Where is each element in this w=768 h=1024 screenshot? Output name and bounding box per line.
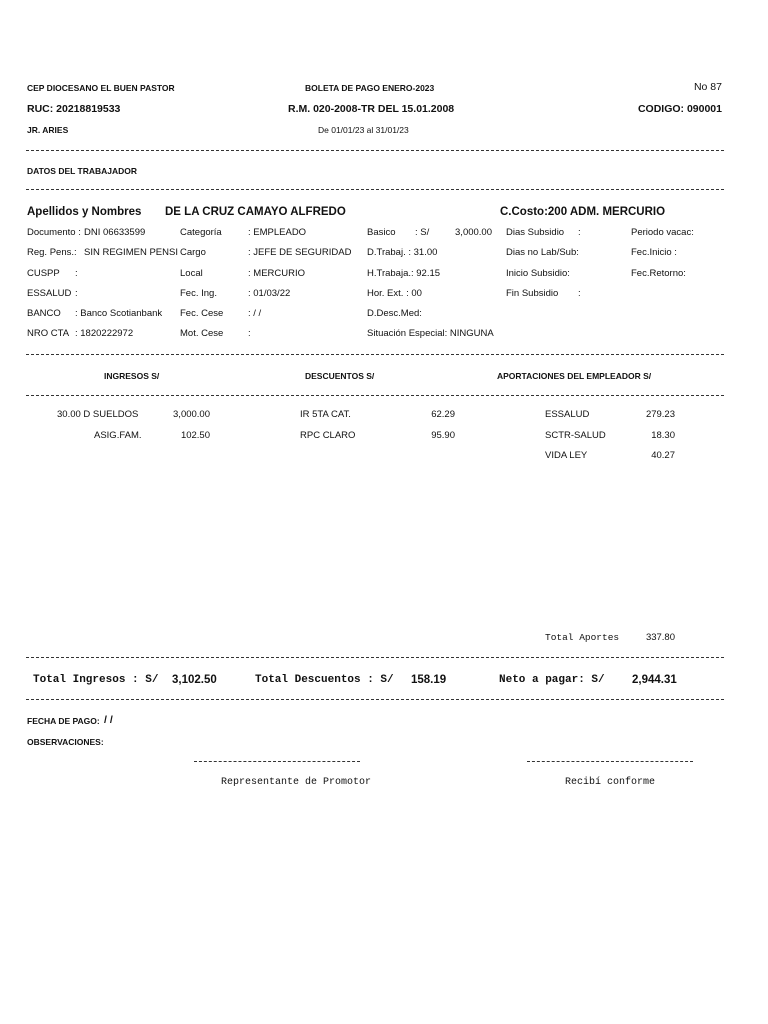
field-label: Periodo vacac: [631, 227, 694, 238]
field-label: D.Desc.Med: [367, 308, 422, 319]
observaciones-label: OBSERVACIONES: [27, 737, 104, 747]
field-label: Documento : [27, 227, 81, 238]
document-title: BOLETA DE PAGO ENERO-2023 [305, 83, 435, 93]
field-label: Cargo [180, 247, 206, 258]
aportaciones-header: APORTACIONES DEL EMPLEADOR S/ [497, 371, 652, 381]
aporte-amount: 40.27 [651, 450, 675, 461]
field-value: : Banco Scotianbank [75, 308, 163, 319]
aporte-amount: 18.30 [651, 430, 675, 441]
field-value: SIN REGIMEN PENSI [84, 247, 178, 258]
field-value: : [75, 268, 78, 279]
field-value: : [75, 288, 78, 299]
neto-label: Neto a pagar: S/ [499, 674, 605, 686]
section-title: DATOS DEL TRABAJADOR [27, 166, 138, 176]
field-label: Fin Subsidio [506, 288, 559, 299]
separator [26, 150, 724, 151]
ingresos-header: INGRESOS S/ [104, 371, 160, 381]
fecha-pago-label: FECHA DE PAGO: [27, 716, 100, 726]
field-label: Fec. Ing. [180, 288, 217, 299]
field-label: NRO CTA [27, 328, 70, 339]
total-aportes-label: Total Aportes [545, 632, 620, 643]
aporte-label: SCTR-SALUD [545, 430, 606, 441]
field-label: Fec.Retorno: [631, 268, 686, 279]
descuentos-header: DESCUENTOS S/ [305, 371, 375, 381]
field-value: : JEFE DE SEGURIDAD [248, 247, 352, 258]
field-value: : [248, 328, 251, 339]
field-label: Hor. Ext. : 00 [367, 288, 422, 299]
aporte-amount: 279.23 [645, 409, 675, 420]
company-name: CEP DIOCESANO EL BUEN PASTOR [27, 83, 175, 93]
aporte-label: ESSALUD [545, 409, 590, 420]
field-label: Categoría [180, 227, 222, 238]
field-value: : S/ [415, 227, 430, 238]
field-value: : / / [248, 308, 262, 319]
company-ruc: RUC: 20218819533 [27, 103, 121, 115]
field-value: : 1820222972 [75, 328, 134, 339]
field-value: : EMPLEADO [248, 227, 307, 238]
worker-name: DE LA CRUZ CAMAYO ALFREDO [165, 206, 346, 218]
basic-salary: 3,000.00 [455, 227, 492, 238]
descuento-amount: 62.29 [431, 409, 455, 420]
field-label: Fec. Cese [180, 308, 224, 319]
field-label: Dias Subsidio [506, 227, 565, 238]
document-number: No 87 [693, 81, 722, 93]
ingreso-amount: 3,000.00 [173, 409, 210, 420]
field-label: Basico [367, 227, 396, 238]
signature-label-right: Recibí conforme [565, 777, 656, 788]
field-label: H.Trabaja.: 92.15 [367, 268, 441, 279]
separator [26, 657, 724, 658]
signature-label-left: Representante de Promotor [221, 777, 372, 788]
field-label: ESSALUD [27, 288, 72, 299]
name-label: Apellidos y Nombres [27, 206, 142, 218]
total-aportes-amount: 337.80 [645, 632, 675, 643]
descuento-amount: 95.90 [431, 430, 455, 441]
ingreso-label: ASIG.FAM. [94, 430, 142, 441]
field-label: Local [180, 268, 203, 279]
separator [26, 354, 724, 355]
field-label: Dias no Lab/Sub: [506, 247, 579, 258]
total-ingresos-amount: 3,102.50 [172, 674, 217, 686]
field-label: Situación Especial: NINGUNA [367, 328, 494, 339]
descuento-label: IR 5TA CAT. [300, 409, 351, 420]
field-label: Reg. Pens.: [27, 247, 77, 258]
cost-center: C.Costo:200 ADM. MERCURIO [500, 206, 666, 218]
field-label: Mot. Cese [180, 328, 224, 339]
field-value: : [578, 288, 581, 299]
fecha-pago-value: / / [104, 714, 113, 726]
field-value: : [578, 227, 581, 238]
total-ingresos-label: Total Ingresos : S/ [33, 674, 159, 686]
separator [26, 189, 724, 190]
aporte-label: VIDA LEY [545, 450, 588, 461]
field-label: Fec.Inicio : [631, 247, 677, 258]
descuento-label: RPC CLARO [300, 430, 356, 441]
separator [26, 699, 724, 700]
field-value: : MERCURIO [248, 268, 305, 279]
company-address: JR. ARIES [27, 125, 69, 135]
pay-period: De 01/01/23 al 31/01/23 [318, 125, 409, 135]
ingreso-label: 30.00 D SUELDOS [57, 409, 139, 420]
neto-amount: 2,944.31 [632, 674, 677, 686]
signature-line-left [194, 761, 360, 762]
field-value: DNI 06633599 [84, 227, 146, 238]
field-label: BANCO [27, 308, 61, 319]
signature-line-right [527, 761, 693, 762]
separator [26, 395, 724, 396]
resolution-number: R.M. 020-2008-TR DEL 15.01.2008 [288, 103, 455, 115]
ingreso-amount: 102.50 [180, 430, 210, 441]
field-label: CUSPP [27, 268, 60, 279]
worker-code: CODIGO: 090001 [637, 103, 722, 115]
total-descuentos-amount: 158.19 [411, 674, 447, 686]
field-label: D.Trabaj. : 31.00 [367, 247, 438, 258]
field-value: : 01/03/22 [248, 288, 291, 299]
field-label: Inicio Subsidio: [506, 268, 570, 279]
total-descuentos-label: Total Descuentos : S/ [255, 674, 394, 686]
